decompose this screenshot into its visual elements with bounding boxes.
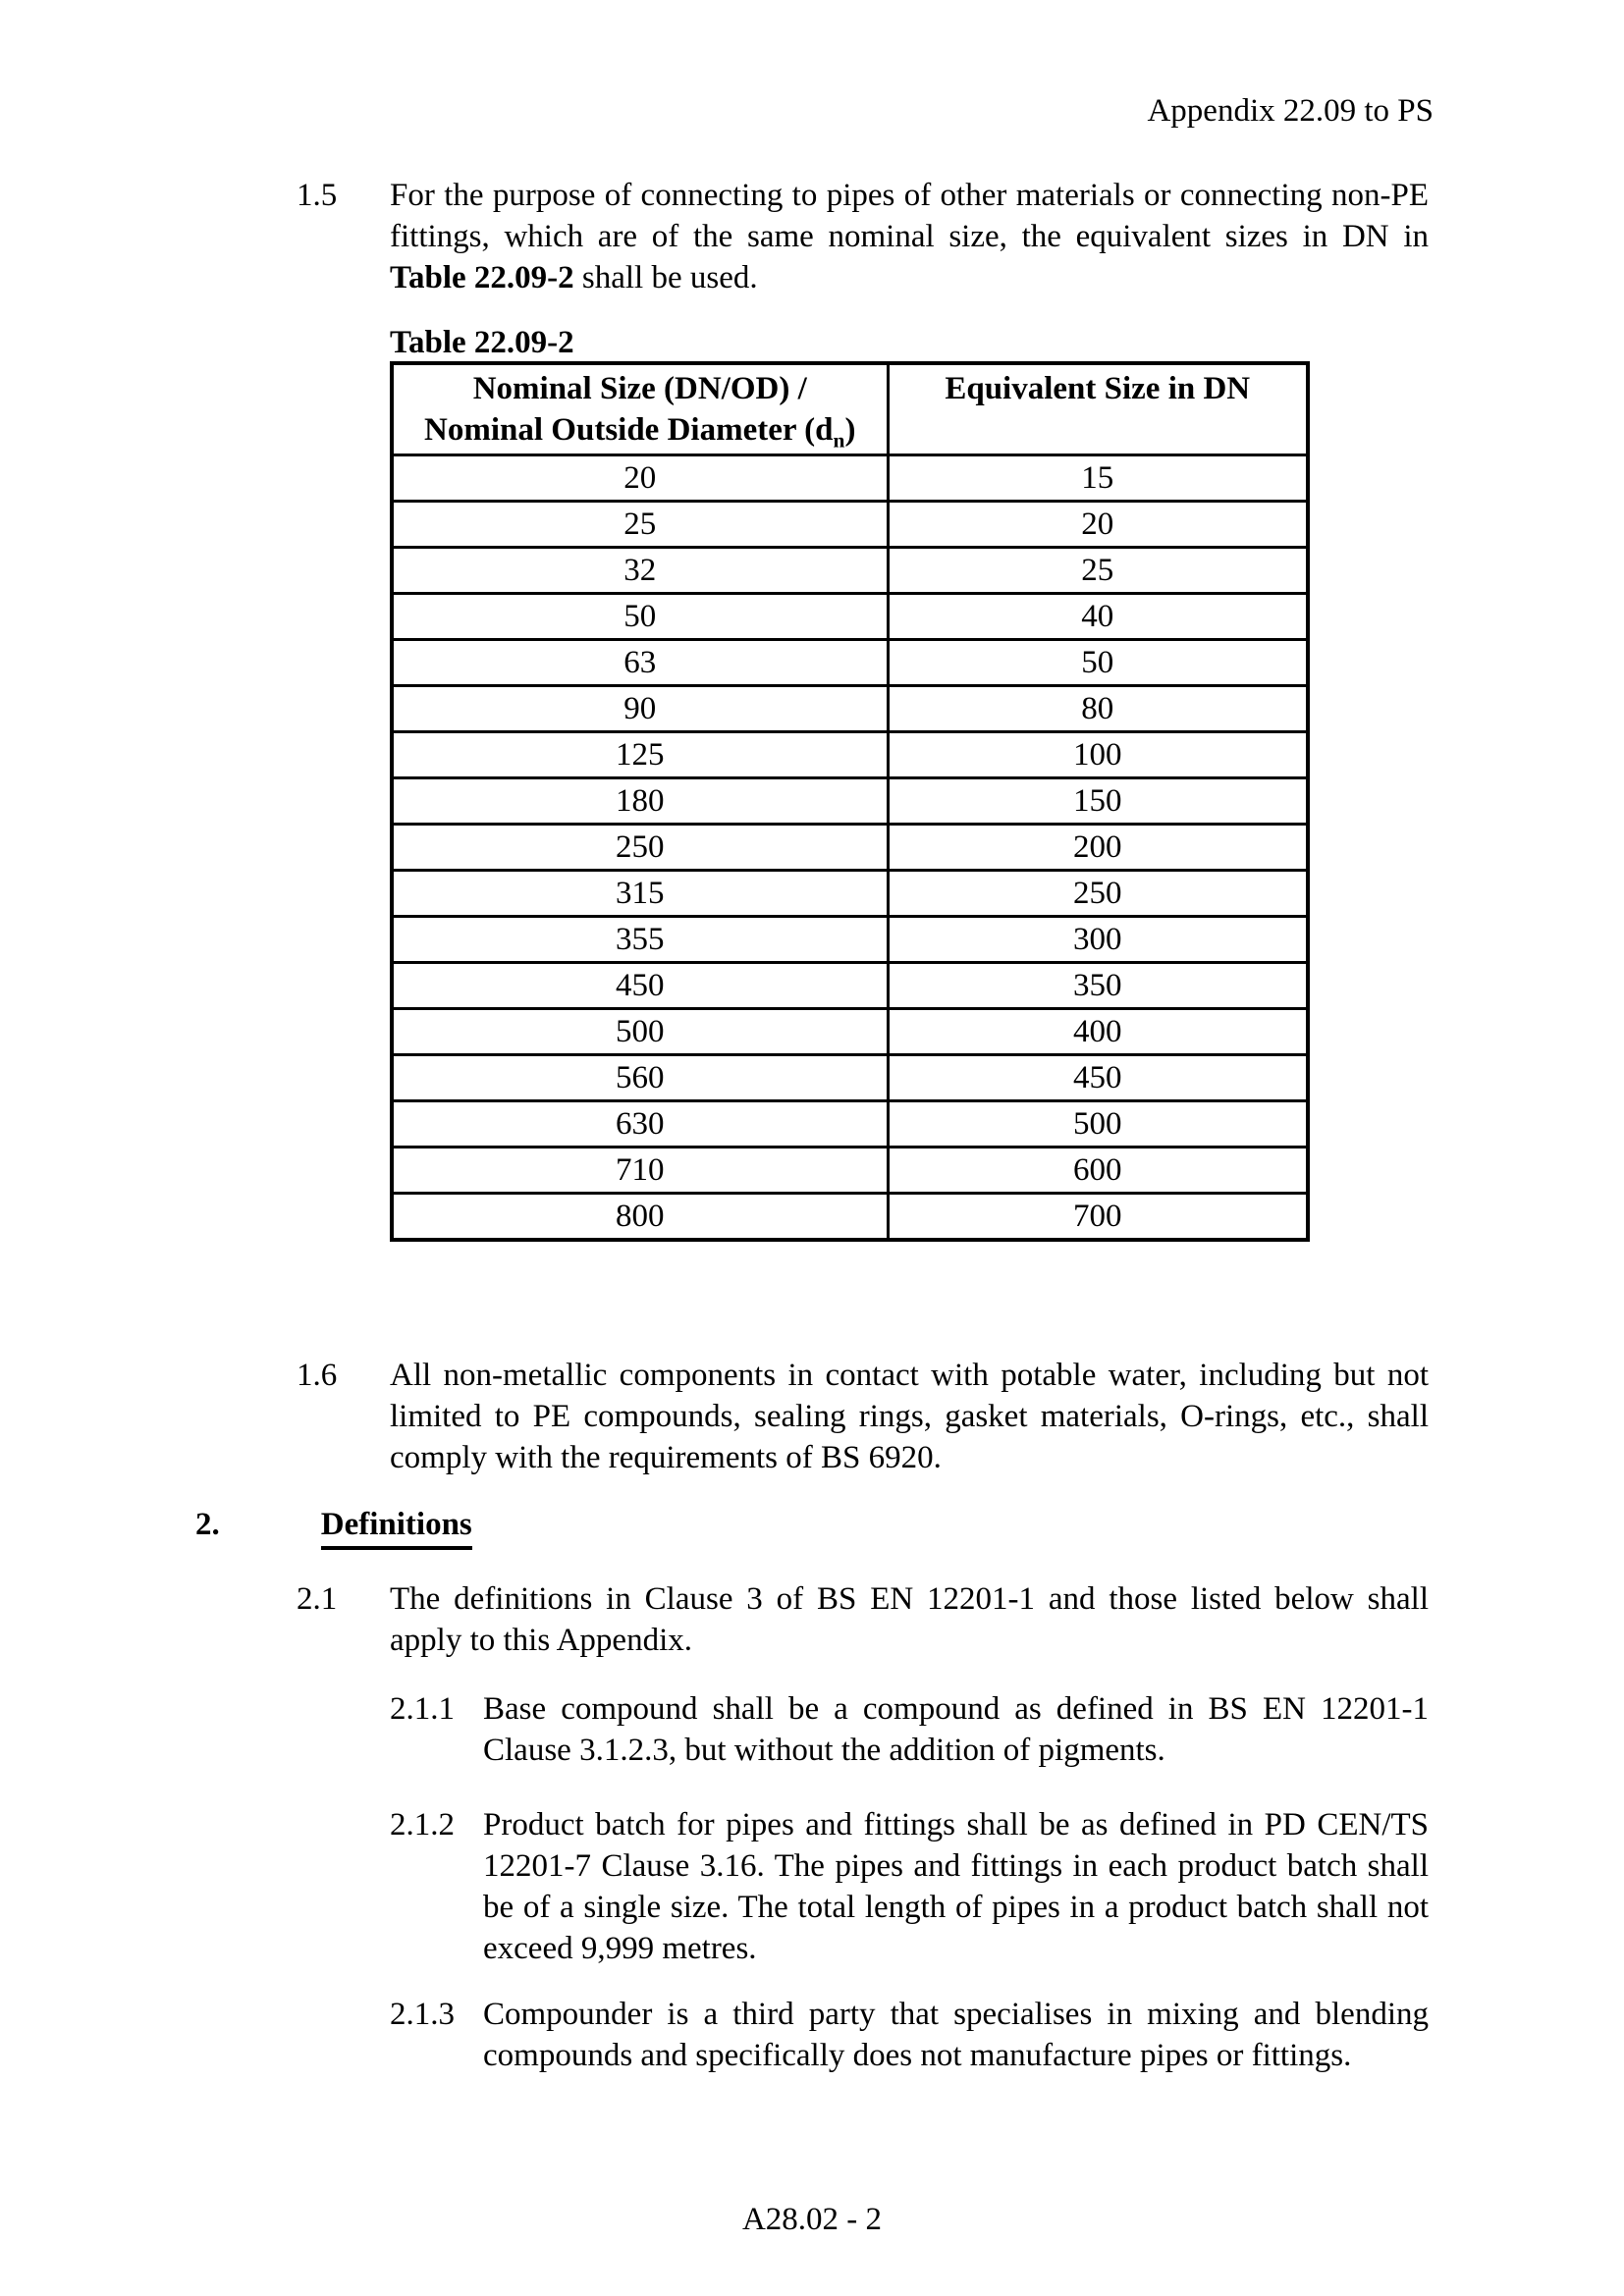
col-header-nominal-size-line1: Nominal Size (DN/OD) /: [472, 371, 807, 406]
section-2-heading: [195, 1504, 472, 1550]
clause-2-1-3: [390, 1994, 1429, 2076]
clause-1-5-text: [390, 175, 1429, 298]
table-row: [392, 455, 1308, 502]
equivalent-size-cell: 600: [888, 1148, 1308, 1194]
col-header-nominal-size-line2-close: ): [844, 412, 856, 448]
clause-2-1-text: The definitions in Clause 3 of BS EN 12201-1 and those listed below shall apply to this Appendix.: [390, 1581, 1429, 1658]
nominal-size-cell: 32: [392, 548, 888, 594]
table-row: [392, 548, 1308, 594]
col-header-nominal-size-line2: Nominal Outside Diameter (d: [424, 412, 834, 448]
equivalent-size-cell: 350: [888, 963, 1308, 1009]
equivalent-size-cell: 500: [888, 1101, 1308, 1148]
nominal-size-cell: 630: [392, 1101, 888, 1148]
table-row: [392, 871, 1308, 917]
col-header-equivalent-size: Equivalent Size in DN: [888, 363, 1308, 455]
equivalent-size-cell: 40: [888, 594, 1308, 640]
nominal-size-cell: 125: [392, 732, 888, 778]
table-row: [392, 963, 1308, 1009]
equivalent-size-cell: 80: [888, 686, 1308, 732]
nominal-size-cell: 180: [392, 778, 888, 825]
clause-1-5-text-before: For the purpose of connecting to pipes of other materials or connecting non-PE fittings, which are of the same nominal size, the equivalent sizes in DN in: [390, 178, 1429, 254]
clause-2-1-1-text: Base compound shall be a compound as defined in BS EN 12201-1 Clause 3.1.2.3, but without the addition of pigments.: [483, 1691, 1429, 1768]
clause-2-1-2-number: 2.1.2: [390, 1807, 455, 1842]
equivalent-size-cell: 50: [888, 640, 1308, 686]
nominal-size-cell: 25: [392, 502, 888, 548]
table-row: [392, 1101, 1308, 1148]
equivalent-size-cell: 300: [888, 917, 1308, 963]
nominal-size-cell: 315: [392, 871, 888, 917]
table-row: [392, 640, 1308, 686]
equivalent-size-cell: 150: [888, 778, 1308, 825]
nominal-size-cell: 20: [392, 455, 888, 502]
table-row: [392, 917, 1308, 963]
size-equivalence-table: [390, 361, 1310, 1242]
nominal-size-cell: 560: [392, 1055, 888, 1101]
equivalent-size-cell: 700: [888, 1194, 1308, 1241]
clause-2-1-2: [390, 1804, 1429, 1969]
nominal-size-cell: 50: [392, 594, 888, 640]
clause-1-6-number: 1.6: [297, 1358, 338, 1393]
clause-2-1-1-number: 2.1.1: [390, 1691, 455, 1727]
section-2-title: Definitions: [321, 1504, 472, 1550]
equivalent-size-cell: 100: [888, 732, 1308, 778]
table-row: [392, 778, 1308, 825]
clause-1-6-text: All non-metallic components in contact with potable water, including but not limited to PE compounds, sealing rings, gasket materials, O-rings, etc., shall comply with the requirements of BS 6920.: [390, 1358, 1429, 1475]
equivalent-size-cell: 450: [888, 1055, 1308, 1101]
page-footer-number: A28.02 - 2: [741, 2202, 883, 2237]
clause-2-1: [297, 1578, 1429, 1661]
equivalent-size-cell: 250: [888, 871, 1308, 917]
clause-2-1-3-text: Compounder is a third party that specialises in mixing and blending compounds and specifically does not manufacture pipes or fittings.: [483, 1997, 1429, 2073]
col-header-nominal-size: [392, 363, 888, 455]
nominal-size-cell: 355: [392, 917, 888, 963]
nominal-size-cell: 500: [392, 1009, 888, 1055]
nominal-size-cell: 800: [392, 1194, 888, 1241]
table-row: [392, 594, 1308, 640]
clause-1-6: [297, 1355, 1429, 1478]
nominal-size-cell: 250: [392, 825, 888, 871]
table-title: Table 22.09-2: [390, 325, 574, 360]
page-header-appendix-label: Appendix 22.09 to PS: [1147, 93, 1434, 129]
clause-1-5-text-after: shall be used.: [573, 260, 758, 295]
table-row: [392, 1055, 1308, 1101]
clause-2-1-number: 2.1: [297, 1581, 338, 1617]
nominal-size-cell: 450: [392, 963, 888, 1009]
equivalent-size-cell: 25: [888, 548, 1308, 594]
equivalent-size-cell: 20: [888, 502, 1308, 548]
table-row: [392, 1009, 1308, 1055]
equivalent-size-cell: 200: [888, 825, 1308, 871]
equivalent-size-cell: 400: [888, 1009, 1308, 1055]
table-row: [392, 686, 1308, 732]
clause-2-1-3-number: 2.1.3: [390, 1997, 455, 2032]
table-row: [392, 732, 1308, 778]
clause-1-5: [297, 175, 1429, 298]
table-row: [392, 825, 1308, 871]
clause-1-5-number: 1.5: [297, 178, 338, 213]
clause-2-1-1: [390, 1688, 1429, 1771]
nominal-size-cell: 63: [392, 640, 888, 686]
clause-2-1-2-text: Product batch for pipes and fittings shall be as defined in PD CEN/TS 12201-7 Clause 3.16. The pipes and fittings in each product batch shall be of a single size. The total length of pipes in a product batch shall not exceed 9,999 metres.: [483, 1807, 1429, 1966]
col-header-dn-subscript: n: [833, 428, 845, 453]
table-header-row: [392, 363, 1308, 455]
table-row: [392, 1148, 1308, 1194]
equivalent-size-cell: 15: [888, 455, 1308, 502]
section-2-number: 2.: [195, 1507, 220, 1542]
table-row: [392, 502, 1308, 548]
table-row: [392, 1194, 1308, 1241]
nominal-size-cell: 90: [392, 686, 888, 732]
nominal-size-cell: 710: [392, 1148, 888, 1194]
clause-1-5-table-ref: Table 22.09-2: [390, 260, 574, 295]
